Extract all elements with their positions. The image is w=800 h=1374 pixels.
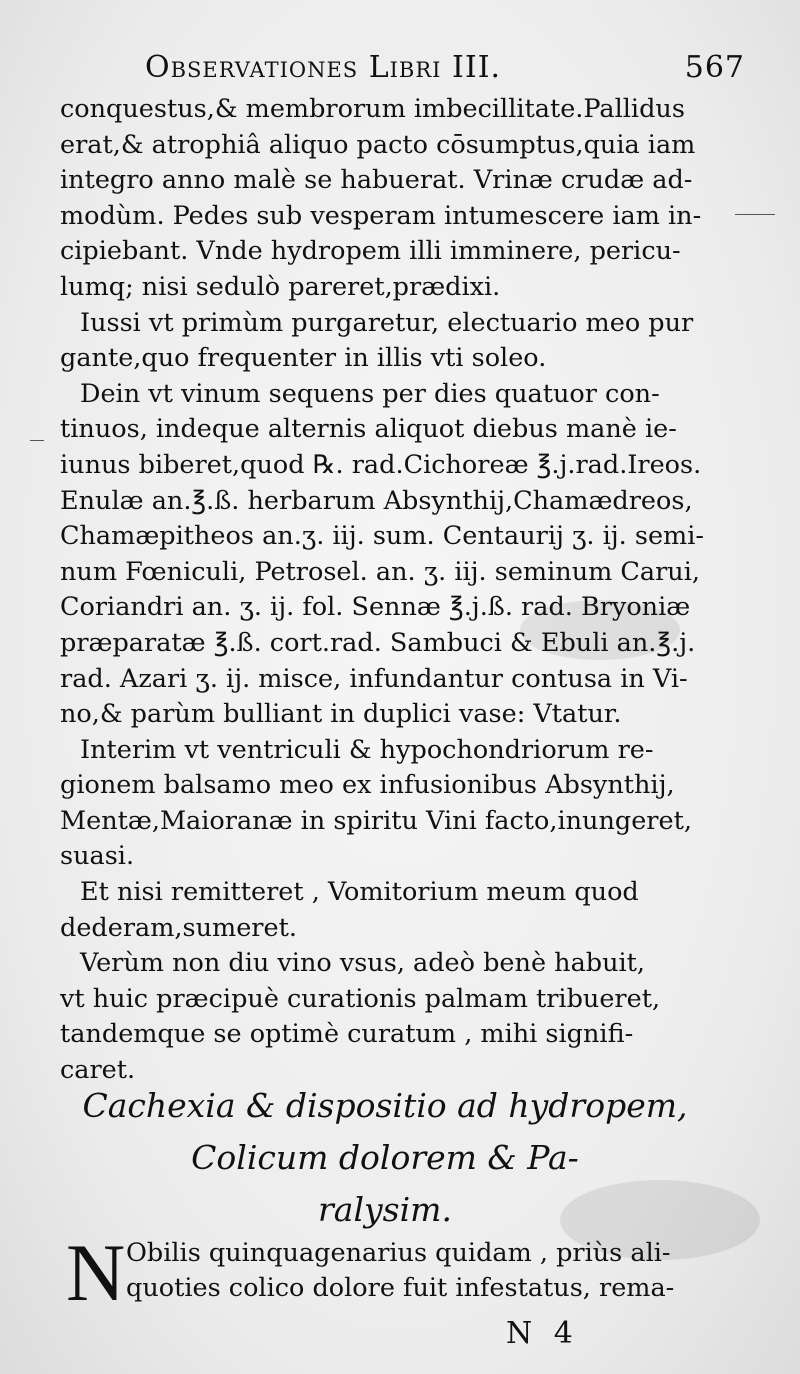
text-line: tandemque se optimè curatum , mihi signifi-	[60, 1019, 634, 1050]
text-line: iunus biberet,quod ℞. rad.Cichoreæ ℥.j.rad.Ireos.	[60, 449, 702, 480]
text-line: Chamæpitheos an.ʒ. iij. sum. Centaurij ʒ. ij. semi-	[60, 521, 704, 552]
signature-mark: N 4	[506, 1316, 579, 1351]
text-line: gante,quo frequenter in illis vti soleo.	[60, 343, 547, 374]
text-line: Coriandri an. ʒ. ij. fol. Sennæ ℥.j.ß. rad. Bryoniæ	[60, 592, 691, 623]
text-line: gionem balsamo meo ex infusionibus Absynthij,	[60, 770, 675, 801]
text-line: Et nisi remitteret , Vomitorium meum quod	[80, 877, 639, 908]
text-line: vt huic præcipuè curationis palmam tribueret,	[60, 983, 661, 1014]
text-line: Iussi vt primùm purgaretur, electuario meo pur	[80, 307, 694, 338]
text-line: modùm. Pedes sub vesperam intumescere iam in-	[60, 200, 702, 231]
running-title: Observationes Libri III.	[145, 50, 502, 85]
text-line: no,& parùm bulliant in duplici vase: Vtatur.	[60, 699, 622, 730]
text-line: Verùm non diu vino vsus, adeò benè habuit,	[80, 948, 646, 979]
text-line: rad. Azari ʒ. ij. misce, infundantur contusa in Vi-	[60, 663, 688, 694]
page-number: 567	[684, 50, 745, 85]
text-line: quoties colico dolore fuit infestatus, rema-	[126, 1273, 675, 1303]
text-line: cipiebant. Vnde hydropem illi imminere, pericu-	[60, 236, 681, 267]
text-line: Interim vt ventriculi & hypochondriorum re-	[80, 734, 654, 765]
section-heading	[60, 1080, 710, 1236]
text-line: conquestus,& membrorum imbecillitate.Pallidus	[60, 94, 685, 124]
text-line: lumq; nisi sedulò pareret,prædixi.	[60, 271, 501, 302]
opening-paragraph	[126, 1236, 716, 1306]
text-line: tinuos, indeque alternis aliquot diebus manè ie-	[60, 414, 677, 445]
heading-line: Cachexia & dispositio ad hydropem,	[82, 1086, 688, 1125]
text-line: præparatæ ℥.ß. cort.rad. Sambuci & Ebuli an.℥.j.	[60, 627, 696, 658]
margin-mark	[735, 214, 775, 215]
heading-line: Colicum dolorem & Pa-	[191, 1138, 579, 1177]
heading-line: ralysim.	[318, 1190, 452, 1229]
text-line: Dein vt vinum sequens per dies quatuor con-	[80, 378, 660, 409]
text-line: Obilis quinquagenarius quidam , priùs ali-	[126, 1238, 671, 1268]
text-line: integro anno malè se habuerat. Vrinæ crudæ ad-	[60, 165, 693, 196]
text-line: suasi.	[60, 841, 135, 872]
text-line: erat,& atrophiâ aliquo pacto cōsumptus,quia iam	[60, 129, 696, 160]
text-line: caret.	[60, 1055, 136, 1086]
body-text	[60, 92, 710, 1089]
text-line: num Fœniculi, Petrosel. an. ʒ. iij. seminum Carui,	[60, 556, 700, 587]
drop-cap: N	[66, 1227, 126, 1318]
margin-mark	[30, 440, 44, 441]
text-line: Mentæ,Maioranæ in spiritu Vini facto,inungeret,	[60, 805, 692, 836]
text-line: Enulæ an.℥.ß. herbarum Absynthij,Chamædreos,	[60, 485, 693, 516]
page-header	[145, 50, 745, 85]
text-line: dederam,sumeret.	[60, 912, 297, 943]
